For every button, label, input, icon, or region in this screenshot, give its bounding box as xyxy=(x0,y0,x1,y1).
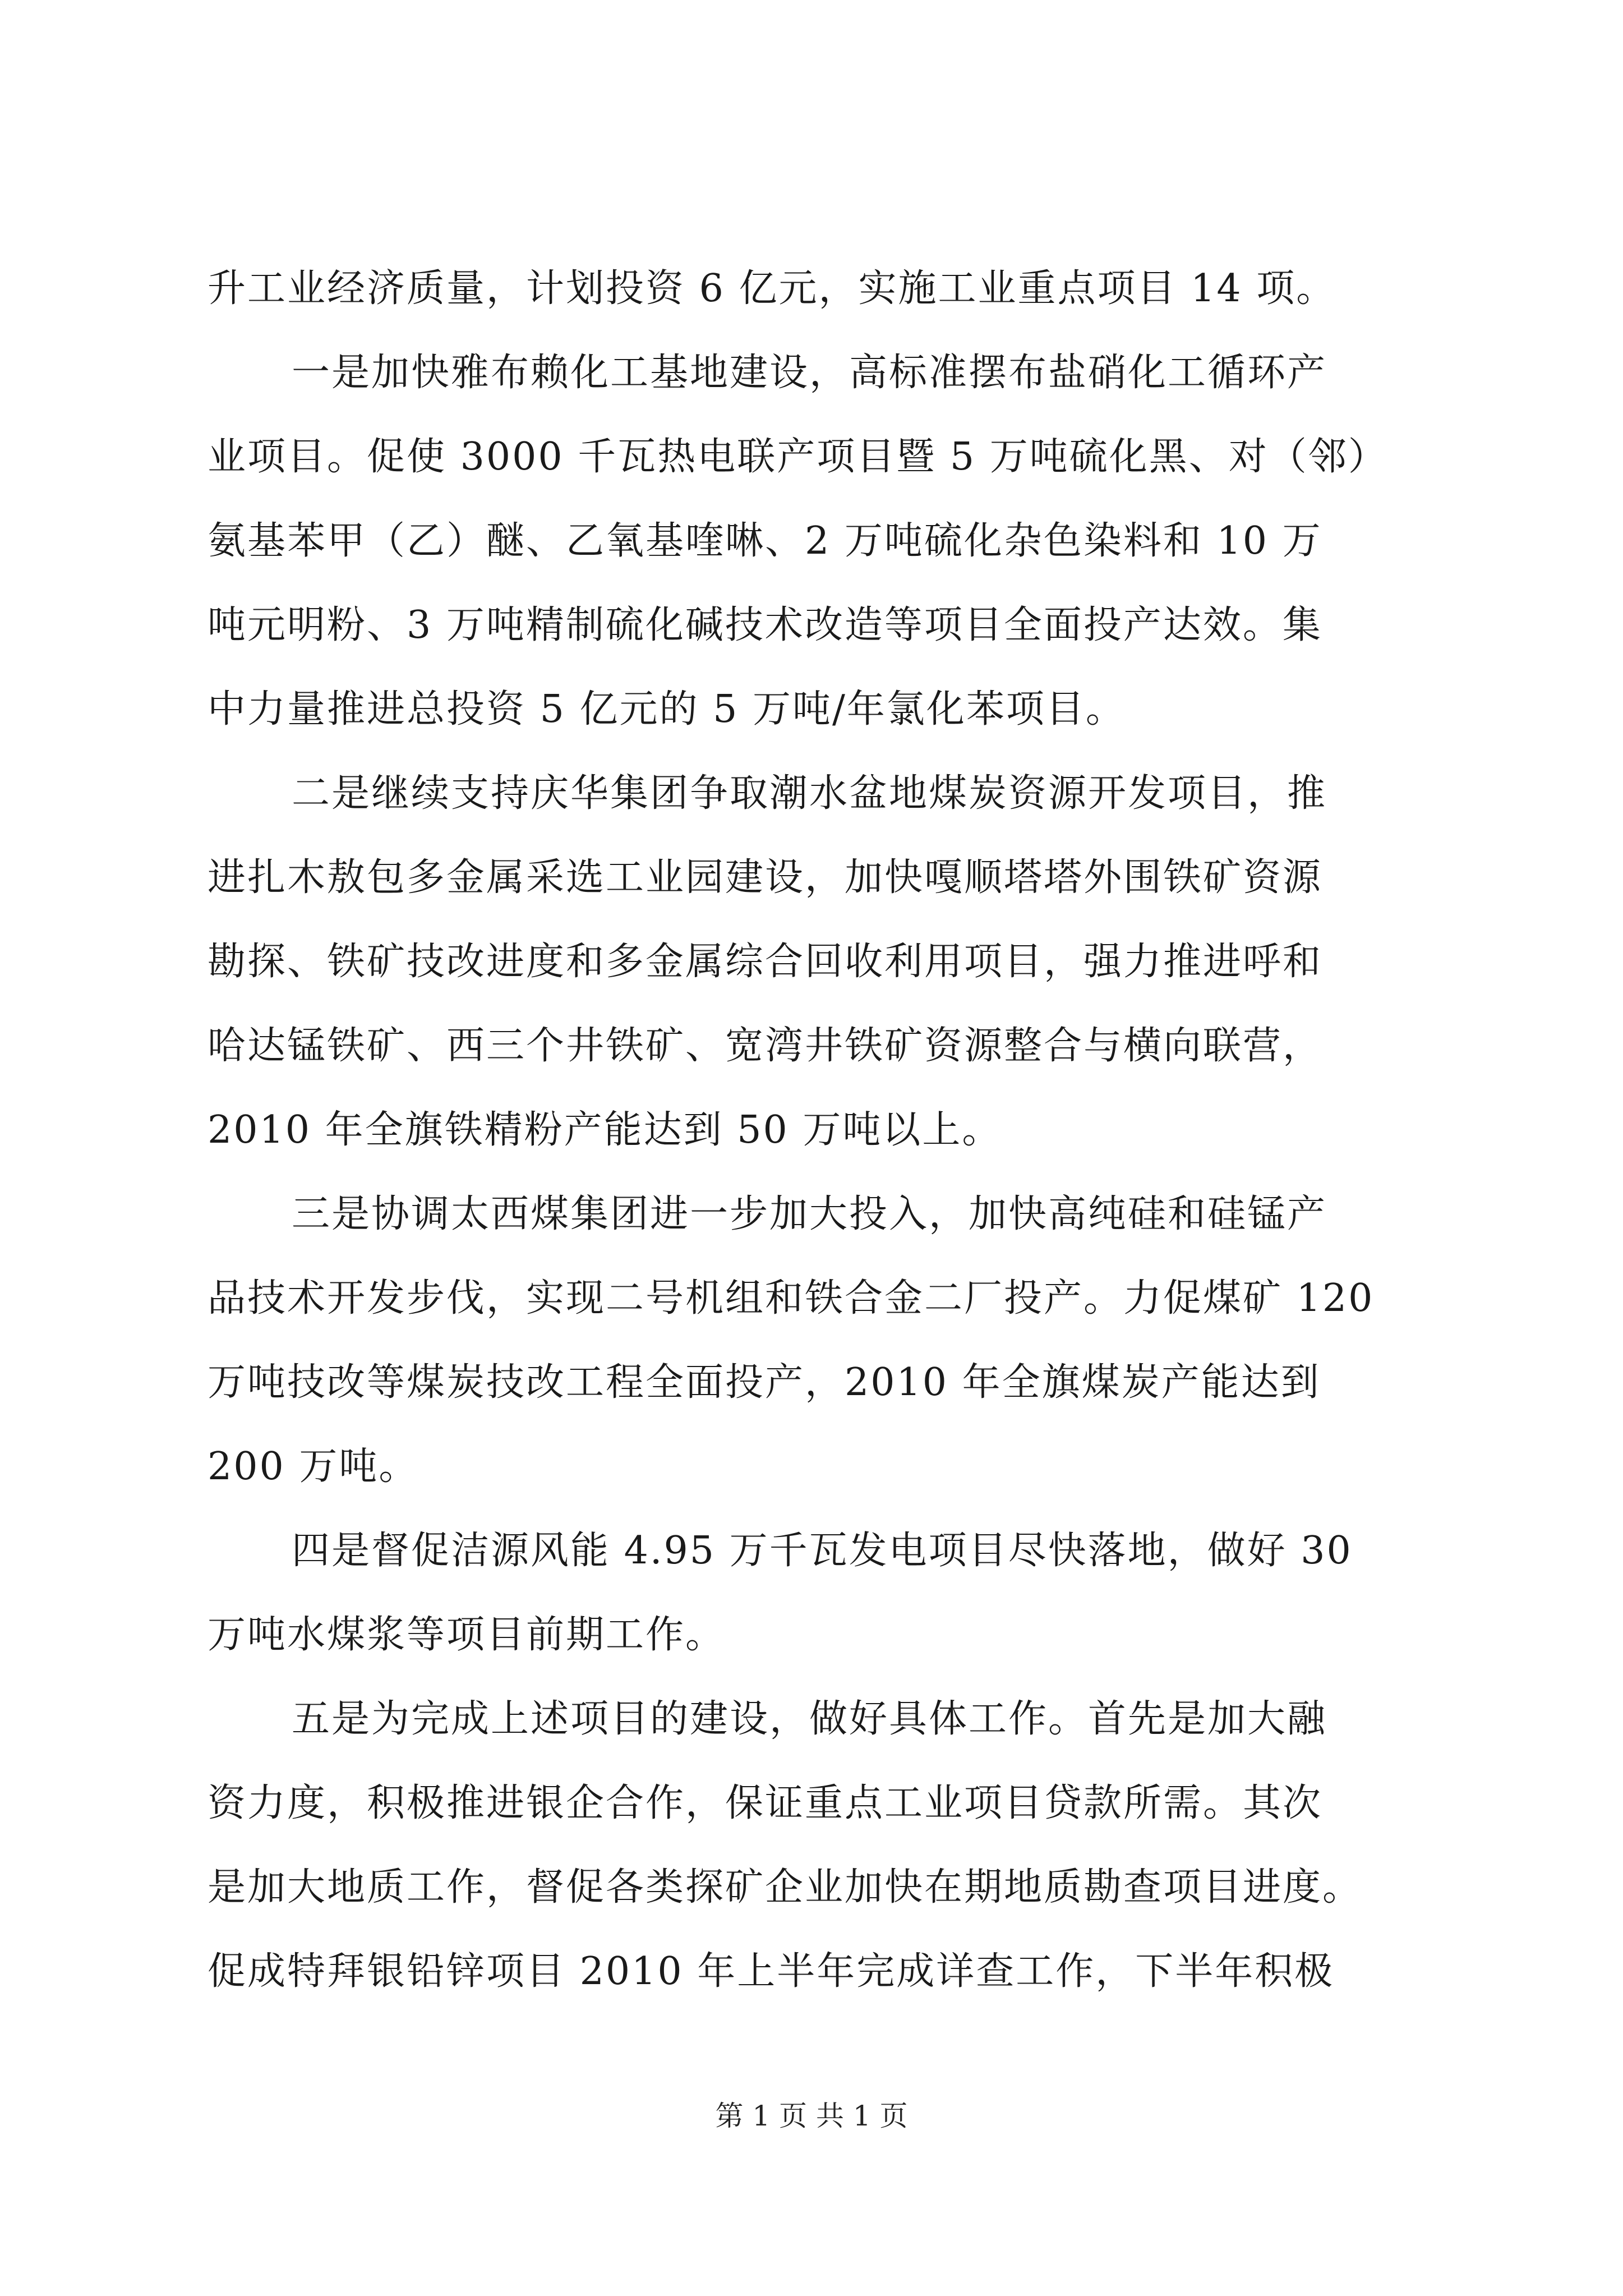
paragraph-line: 资力度，积极推进银企合作，保证重点工业项目贷款所需。其次 xyxy=(208,1781,1323,1825)
paragraph-line: 万吨技改等煤炭技改工程全面投产，2010 年全旗煤炭产能达到 xyxy=(208,1360,1321,1405)
paragraph-line: 中力量推进总投资 5 亿元的 5 万吨/年氯化苯项目。 xyxy=(208,687,1126,731)
paragraph-line: 2010 年全旗铁精粉产能达到 50 万吨以上。 xyxy=(208,1108,1002,1152)
paragraph-line: 促成特拜银铅锌项目 2010 年上半年完成详查工作，下半年积极 xyxy=(208,1949,1335,1994)
paragraph-line: 四是督促洁源风能 4.95 万千瓦发电项目尽快落地，做好 30 xyxy=(292,1529,1353,1573)
paragraph-line: 吨元明粉、3 万吨精制硫化碱技术改造等项目全面投产达效。集 xyxy=(208,603,1322,647)
paragraph-line: 品技术开发步伐，实现二号机组和铁合金二厂投产。力促煤矿 120 xyxy=(208,1276,1375,1320)
paragraph-line: 三是协调太西煤集团进一步加大投入，加快高纯硅和硅锰产 xyxy=(292,1192,1327,1236)
paragraph-line: 进扎木敖包多金属采选工业园建设，加快嘎顺塔塔外围铁矿资源 xyxy=(208,855,1323,900)
paragraph-line: 二是继续支持庆华集团争取潮水盆地煤炭资源开发项目，推 xyxy=(292,771,1327,816)
page-number-footer: 第 1 页 共 1 页 xyxy=(715,2100,908,2132)
paragraph-line: 万吨水煤浆等项目前期工作。 xyxy=(208,1613,726,1657)
paragraph-line: 是加大地质工作，督促各类探矿企业加快在期地质勘查项目进度。 xyxy=(208,1865,1363,1910)
paragraph-line: 200 万吨。 xyxy=(208,1444,419,1489)
paragraph-line: 一是加快雅布赖化工基地建设，高标准摆布盐硝化工循环产 xyxy=(292,351,1327,395)
paragraph-line: 五是为完成上述项目的建设，做好具体工作。首先是加大融 xyxy=(292,1697,1327,1741)
paragraph-line: 氨基苯甲（乙）醚、乙氧基喹啉、2 万吨硫化杂色染料和 10 万 xyxy=(208,519,1322,563)
paragraph-line: 升工业经济质量，计划投资 6 亿元，实施工业重点项目 14 项。 xyxy=(208,266,1336,311)
paragraph-line: 业项目。促使 3000 千瓦热电联产项目暨 5 万吨硫化黑、对（邻） xyxy=(208,435,1388,479)
paragraph-line: 勘探、铁矿技改进度和多金属综合回收利用项目，强力推进呼和 xyxy=(208,940,1323,984)
paragraph-line: 哈达锰铁矿、西三个井铁矿、宽湾井铁矿资源整合与横向联营， xyxy=(208,1024,1323,1068)
